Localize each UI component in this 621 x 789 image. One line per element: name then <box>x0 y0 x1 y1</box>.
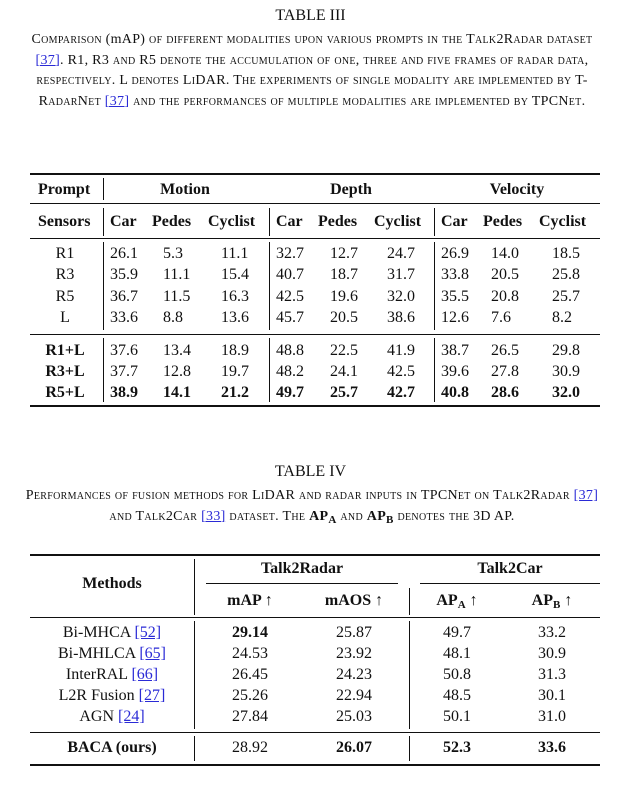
table-cell: 11.1 <box>163 266 191 283</box>
col-map: mAP ↑ <box>227 592 273 609</box>
table-cell: 11.1 <box>221 245 249 262</box>
table-cell: 27.84 <box>232 708 268 725</box>
table-cell: 12.6 <box>441 309 469 326</box>
table4-vrule <box>409 736 410 761</box>
table-cell: 11.5 <box>163 288 191 305</box>
table4-group-rule <box>420 583 600 584</box>
table-cell: 25.87 <box>336 624 372 641</box>
table-cell: 28.92 <box>232 739 268 756</box>
table4-top-rule <box>30 554 600 556</box>
table-cell: 37.6 <box>110 342 138 359</box>
table-cell: 19.6 <box>330 288 358 305</box>
table3-vrule <box>269 338 270 402</box>
citation-link[interactable]: [65] <box>139 645 166 662</box>
table-cell: 26.07 <box>336 739 372 756</box>
table-cell: 24.7 <box>387 245 415 262</box>
table-cell: 38.7 <box>441 342 469 359</box>
table-cell: 15.4 <box>221 266 249 283</box>
table4-vrule <box>194 621 195 729</box>
table4-vrule <box>194 736 195 761</box>
table-cell: 26.9 <box>441 245 469 262</box>
table3-vrule <box>434 242 435 330</box>
table-cell: 30.9 <box>538 645 566 662</box>
table-cell: 48.2 <box>276 363 304 380</box>
citation-link[interactable]: [37] <box>35 52 61 68</box>
citation-link[interactable]: [66] <box>131 666 159 683</box>
header-sensors: Sensors <box>38 213 91 230</box>
table-cell: 24.1 <box>330 363 358 380</box>
table-cell: 49.7 <box>276 384 304 401</box>
group-velocity: Velocity <box>489 181 545 198</box>
table-cell: 24.23 <box>336 666 372 683</box>
table-cell: 50.1 <box>443 708 471 725</box>
sensor-label: L <box>60 309 70 326</box>
table3-caption: Comparison (mAP) of different modalities upon various prompts in the Talk2Radar dataset [37]. R1, R3 and R5 denote the accumulation of one, three and five frames of radar data, respectively. L denotes LiDAR. The experiments of single modality are implemented by T-RadarNet [37] and the performances of multiple modalities are implemented by TPCNet. <box>31 32 593 109</box>
table-cell: 26.5 <box>491 342 519 359</box>
table3-rule <box>30 334 600 335</box>
citation-link[interactable]: [33] <box>201 508 226 524</box>
citation-link[interactable]: [37] <box>104 93 130 109</box>
subcol: Cyclist <box>539 213 587 230</box>
table3-vrule <box>103 178 104 200</box>
method-label: InterRAL [66] <box>65 666 159 683</box>
sensor-label: R1+L <box>45 342 85 359</box>
group-motion: Motion <box>160 181 210 198</box>
table-cell: 18.5 <box>552 245 580 262</box>
table-cell: 8.8 <box>163 309 183 326</box>
table-cell: 48.1 <box>443 645 471 662</box>
table-cell: 41.9 <box>387 342 415 359</box>
table-cell: 31.3 <box>538 666 566 683</box>
table-cell: 12.8 <box>163 363 191 380</box>
subcol: Cyclist <box>374 213 422 230</box>
table-cell: 14.1 <box>163 384 191 401</box>
col-apa: $AP_A$ ↑ <box>436 592 478 611</box>
table-cell: 29.8 <box>552 342 580 359</box>
subcol: Car <box>276 213 303 230</box>
table-cell: 45.7 <box>276 309 304 326</box>
method-label-ours: BACA (ours) <box>67 739 157 756</box>
citation-link[interactable]: [24] <box>118 708 145 725</box>
table-cell: 25.8 <box>552 266 580 283</box>
table-cell: 39.6 <box>441 363 469 380</box>
table-cell: 22.94 <box>336 687 372 704</box>
table-cell: 31.0 <box>538 708 566 725</box>
table-cell: 33.6 <box>538 739 566 756</box>
table3-vrule <box>269 242 270 330</box>
table-cell: 28.6 <box>491 384 519 401</box>
table-cell: 32.0 <box>552 384 580 401</box>
subcol: Cyclist <box>208 213 256 230</box>
table3-vrule <box>269 208 270 236</box>
table3-vrule <box>103 338 104 402</box>
sensor-label: R1 <box>55 245 75 262</box>
table4-label: TABLE IV <box>274 463 347 480</box>
table-cell: 42.7 <box>387 384 415 401</box>
subcol: Pedes <box>483 213 523 230</box>
table-cell: 36.7 <box>110 288 138 305</box>
subcol: Car <box>441 213 468 230</box>
subcol: Car <box>110 213 137 230</box>
table-cell: 37.7 <box>110 363 138 380</box>
citation-link[interactable]: [27] <box>138 687 166 704</box>
header-methods: Methods <box>82 575 142 592</box>
table-cell: 48.5 <box>443 687 471 704</box>
table-cell: 52.3 <box>443 739 471 756</box>
method-label: L2R Fusion [27] <box>58 687 166 704</box>
col-maos: mAOS ↑ <box>324 592 384 609</box>
subcol: Pedes <box>152 213 192 230</box>
sensor-label: R3 <box>55 266 75 283</box>
group-talk2car: Talk2Car <box>477 560 543 577</box>
table-cell: 42.5 <box>276 288 304 305</box>
col-apb: $AP_B$ ↑ <box>531 592 573 611</box>
table-cell: 26.1 <box>110 245 138 262</box>
table4-vrule <box>194 559 195 615</box>
table-cell: 25.7 <box>330 384 358 401</box>
subcol: Pedes <box>318 213 358 230</box>
table3-vrule <box>434 208 435 236</box>
table-cell: 48.8 <box>276 342 304 359</box>
table-cell: 35.5 <box>441 288 469 305</box>
table-cell: 12.7 <box>330 245 358 262</box>
table-cell: 40.8 <box>441 384 469 401</box>
table4-vrule <box>409 588 410 615</box>
table-cell: 14.0 <box>491 245 519 262</box>
table-cell: 8.2 <box>552 309 572 326</box>
table-cell: 38.6 <box>387 309 415 326</box>
table-cell: 33.6 <box>110 309 138 326</box>
table-cell: 19.7 <box>221 363 249 380</box>
sensor-label: R5+L <box>45 384 85 401</box>
table-cell: 20.5 <box>330 309 358 326</box>
table-cell: 20.5 <box>491 266 519 283</box>
table-cell: 22.5 <box>330 342 358 359</box>
table-cell: 24.53 <box>232 645 268 662</box>
method-label: Bi-MHLCA [65] <box>58 645 166 662</box>
table4-rule <box>30 732 600 733</box>
table-cell: 33.8 <box>441 266 469 283</box>
table-cell: 33.2 <box>538 624 566 641</box>
table3-rule <box>30 203 600 204</box>
table4-vrule <box>409 621 410 729</box>
table3-vrule <box>103 242 104 330</box>
table-cell: 25.26 <box>232 687 268 704</box>
header-prompt: Prompt <box>38 181 91 198</box>
table3-top-rule <box>30 173 600 175</box>
table-cell: 26.45 <box>232 666 268 683</box>
table-cell: 16.3 <box>221 288 249 305</box>
table-cell: 27.8 <box>491 363 519 380</box>
table-cell: 38.9 <box>110 384 138 401</box>
table-cell: 5.3 <box>163 245 183 262</box>
table-cell: 40.7 <box>276 266 304 283</box>
table-cell: 30.9 <box>552 363 580 380</box>
table4-rule <box>30 617 600 618</box>
table-cell: 35.9 <box>110 266 138 283</box>
table3-bottom-rule <box>30 405 600 407</box>
table-cell: 30.1 <box>538 687 566 704</box>
table4-bottom-rule <box>30 764 600 766</box>
table-cell: 23.92 <box>336 645 372 662</box>
table-cell: 32.7 <box>276 245 304 262</box>
table-cell: 20.8 <box>491 288 519 305</box>
table-cell: 49.7 <box>443 624 471 641</box>
citation-link[interactable]: [37] <box>573 488 599 503</box>
sensor-label: R5 <box>55 288 75 305</box>
citation-link[interactable]: [52] <box>134 624 162 641</box>
table-cell: 13.6 <box>221 309 249 326</box>
table3-vrule <box>434 338 435 402</box>
table-cell: 7.6 <box>491 309 511 326</box>
table-cell: 18.9 <box>221 342 249 359</box>
table-cell: 25.7 <box>552 288 580 305</box>
method-label: AGN [24] <box>79 708 145 725</box>
table-cell: 13.4 <box>163 342 191 359</box>
table4-caption: Performances of fusion methods for LiDAR and radar inputs in TPCNet on Talk2Radar [37] and Talk2Car [33] dataset. The $AP_A$ and $AP_B$ denotes the 3D AP. <box>25 488 599 526</box>
table-cell: 31.7 <box>387 266 415 283</box>
table-cell: 42.5 <box>387 363 415 380</box>
table-cell: 32.0 <box>387 288 415 305</box>
group-talk2radar: Talk2Radar <box>260 560 344 577</box>
sensor-label: R3+L <box>45 363 85 380</box>
table-cell: 29.14 <box>232 624 268 641</box>
table-cell: 25.03 <box>336 708 372 725</box>
table-cell: 50.8 <box>443 666 471 683</box>
table3-vrule <box>103 208 104 236</box>
group-depth: Depth <box>330 181 372 198</box>
table3-label: TABLE III <box>275 7 346 24</box>
table4-group-rule <box>206 583 398 584</box>
method-label: Bi-MHCA [52] <box>62 624 162 641</box>
table3-rule <box>30 238 600 239</box>
table-cell: 18.7 <box>330 266 358 283</box>
table-cell: 21.2 <box>221 384 249 401</box>
